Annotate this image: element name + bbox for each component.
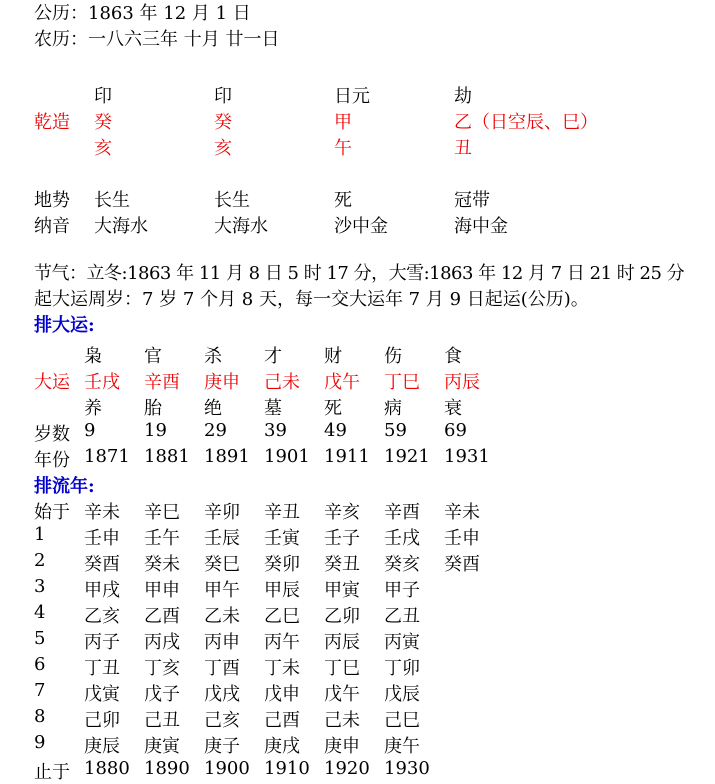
liunian-cell: 戊寅 xyxy=(84,684,120,705)
dayun-year: 1891 xyxy=(204,446,250,467)
liunian-cell: 甲申 xyxy=(144,580,180,601)
liunian-cell: 庚戌 xyxy=(264,736,300,757)
liunian-cell: 丁卯 xyxy=(384,658,420,679)
liunian-cell: 癸卯 xyxy=(264,554,300,575)
liunian-cell: 己亥 xyxy=(204,710,240,731)
liunian-cell: 乙巳 xyxy=(264,606,300,627)
dayun-year: 1911 xyxy=(324,446,370,467)
liunian-cell: 壬子 xyxy=(324,528,360,549)
liunian-cell: 辛酉 xyxy=(384,502,420,523)
liunian-cell: 壬申 xyxy=(84,528,120,549)
dayun-age: 29 xyxy=(204,420,227,441)
liunian-cell: 癸亥 xyxy=(384,554,420,575)
pillar-branch: 丑 xyxy=(454,138,472,159)
liunian-cell: 壬午 xyxy=(144,528,180,549)
dayun-state: 衰 xyxy=(444,398,462,419)
dayun-state: 死 xyxy=(324,398,342,419)
liunian-cell: 辛未 xyxy=(444,502,480,523)
dayun-age: 19 xyxy=(144,420,167,441)
liunian-cell: 丁酉 xyxy=(204,658,240,679)
liunian-cell: 甲辰 xyxy=(264,580,300,601)
liunian-cell: 1910 xyxy=(264,758,310,779)
liunian-cell: 乙卯 xyxy=(324,606,360,627)
dayun-age: 49 xyxy=(324,420,347,441)
liunian-cell: 癸未 xyxy=(144,554,180,575)
liunian-cell: 1930 xyxy=(384,758,430,779)
qiyun-line: 起大运周岁：7 岁 7 个月 8 天，每一交大运年 7 月 9 日起运(公历)。 xyxy=(34,289,589,310)
liunian-cell: 丁未 xyxy=(264,658,300,679)
dayun-state: 胎 xyxy=(144,398,162,419)
dishi-value: 长生 xyxy=(214,190,250,211)
liunian-cell: 丙午 xyxy=(264,632,300,653)
nayin-value: 大海水 xyxy=(214,216,268,237)
pillar-stem: 癸 xyxy=(214,112,232,133)
dayun-pillar: 戊午 xyxy=(324,372,360,393)
liunian-cell: 壬辰 xyxy=(204,528,240,549)
dayun-pillar: 丙辰 xyxy=(444,372,480,393)
liunian-cell: 戊戌 xyxy=(204,684,240,705)
liunian-cell: 1920 xyxy=(324,758,370,779)
dayun-year: 1931 xyxy=(444,446,490,467)
liunian-cell: 辛未 xyxy=(84,502,120,523)
dayun-year: 1871 xyxy=(84,446,130,467)
liunian-cell: 丁巳 xyxy=(324,658,360,679)
nayin-value: 大海水 xyxy=(94,216,148,237)
pillar-god: 印 xyxy=(214,86,232,107)
dayun-pillar: 辛酉 xyxy=(144,372,180,393)
liunian-row-label: 2 xyxy=(34,550,46,571)
liunian-cell: 1900 xyxy=(204,758,250,779)
liunian-cell: 戊辰 xyxy=(384,684,420,705)
dayun-god: 杀 xyxy=(204,346,222,367)
pillar-god: 印 xyxy=(94,86,112,107)
liunian-row-label: 1 xyxy=(34,524,46,545)
dayun-god: 伤 xyxy=(384,346,402,367)
dayun-age: 9 xyxy=(84,420,96,441)
liunian-cell: 癸酉 xyxy=(84,554,120,575)
liunian-row-label: 止于 xyxy=(34,762,70,783)
liunian-cell: 辛亥 xyxy=(324,502,360,523)
liunian-cell: 甲午 xyxy=(204,580,240,601)
liunian-row-label: 7 xyxy=(34,680,46,701)
pillar-god: 日元 xyxy=(334,86,370,107)
liunian-cell: 戊午 xyxy=(324,684,360,705)
dishi-label: 地势 xyxy=(34,190,70,211)
liunian-cell: 丙寅 xyxy=(384,632,420,653)
dayun-year: 1901 xyxy=(264,446,310,467)
nayin-label: 纳音 xyxy=(34,216,70,237)
dayun-age: 69 xyxy=(444,420,467,441)
liunian-row-label: 8 xyxy=(34,706,46,727)
liunian-cell: 丙辰 xyxy=(324,632,360,653)
liunian-cell: 癸丑 xyxy=(324,554,360,575)
dayun-state: 病 xyxy=(384,398,402,419)
dayun-pillar: 丁巳 xyxy=(384,372,420,393)
liunian-cell: 甲子 xyxy=(384,580,420,601)
liunian-cell: 庚寅 xyxy=(144,736,180,757)
liunian-cell: 丁丑 xyxy=(84,658,120,679)
liunian-cell: 己酉 xyxy=(264,710,300,731)
liunian-cell: 壬申 xyxy=(444,528,480,549)
dayun-pillar: 己未 xyxy=(264,372,300,393)
dayun-state: 养 xyxy=(84,398,102,419)
dayun-age: 59 xyxy=(384,420,407,441)
pillar-branch: 亥 xyxy=(214,138,232,159)
liunian-cell: 己未 xyxy=(324,710,360,731)
liunian-cell: 丁亥 xyxy=(144,658,180,679)
dishi-value: 长生 xyxy=(94,190,130,211)
dayun-heading: 排大运: xyxy=(34,315,95,336)
liunian-cell: 乙丑 xyxy=(384,606,420,627)
liunian-cell: 乙亥 xyxy=(84,606,120,627)
liunian-cell: 甲戌 xyxy=(84,580,120,601)
dayun-label: 大运 xyxy=(34,372,70,393)
liunian-cell: 庚申 xyxy=(324,736,360,757)
liunian-cell: 己卯 xyxy=(84,710,120,731)
liunian-row-label: 9 xyxy=(34,732,46,753)
liunian-cell: 辛丑 xyxy=(264,502,300,523)
pillar-branch: 午 xyxy=(334,138,352,159)
liunian-cell: 丙戌 xyxy=(144,632,180,653)
dayun-year: 1881 xyxy=(144,446,190,467)
liunian-cell: 辛卯 xyxy=(204,502,240,523)
dayun-god: 财 xyxy=(324,346,342,367)
liunian-cell: 戊子 xyxy=(144,684,180,705)
pillar-stem: 癸 xyxy=(94,112,112,133)
dishi-value: 死 xyxy=(334,190,352,211)
nayin-value: 海中金 xyxy=(454,216,508,237)
liunian-row-label: 3 xyxy=(34,576,46,597)
liunian-cell: 壬戌 xyxy=(384,528,420,549)
liunian-cell: 庚午 xyxy=(384,736,420,757)
dayun-state: 墓 xyxy=(264,398,282,419)
dayun-pillar: 庚申 xyxy=(204,372,240,393)
dayun-god: 官 xyxy=(144,346,162,367)
dayun-pillar: 壬戌 xyxy=(84,372,120,393)
liunian-cell: 丙申 xyxy=(204,632,240,653)
dayun-god: 枭 xyxy=(84,346,102,367)
lunar-date: 农历：一八六三年 十月 廿一日 xyxy=(34,29,280,50)
liunian-heading: 排流年: xyxy=(34,476,95,497)
liunian-cell: 庚辰 xyxy=(84,736,120,757)
liunian-cell: 己巳 xyxy=(384,710,420,731)
liunian-cell: 辛巳 xyxy=(144,502,180,523)
liunian-cell: 乙酉 xyxy=(144,606,180,627)
liunian-cell: 癸巳 xyxy=(204,554,240,575)
liunian-cell: 己丑 xyxy=(144,710,180,731)
liunian-row-label: 4 xyxy=(34,602,46,623)
liunian-cell: 壬寅 xyxy=(264,528,300,549)
qianzao-label: 乾造 xyxy=(34,112,70,133)
dayun-state: 绝 xyxy=(204,398,222,419)
dayun-god: 食 xyxy=(444,346,462,367)
liunian-cell: 癸酉 xyxy=(444,554,480,575)
pillar-stem: 甲 xyxy=(334,112,352,133)
liunian-row-label: 6 xyxy=(34,654,46,675)
dayun-age: 39 xyxy=(264,420,287,441)
dishi-value: 冠带 xyxy=(454,190,490,211)
liunian-cell: 甲寅 xyxy=(324,580,360,601)
liunian-cell: 1880 xyxy=(84,758,130,779)
pillar-branch: 亥 xyxy=(94,138,112,159)
liunian-cell: 戊申 xyxy=(264,684,300,705)
nayin-value: 沙中金 xyxy=(334,216,388,237)
liunian-row-label: 5 xyxy=(34,628,46,649)
liunian-row-label: 始于 xyxy=(34,502,70,523)
dayun-god: 才 xyxy=(264,346,282,367)
liunian-cell: 丙子 xyxy=(84,632,120,653)
pillar-god: 劫 xyxy=(454,86,472,107)
dayun-year: 1921 xyxy=(384,446,430,467)
pillar-stem: 乙（日空辰、巳） xyxy=(454,112,598,133)
year-label: 年份 xyxy=(34,450,70,471)
liunian-cell: 1890 xyxy=(144,758,190,779)
jieqi-line: 节气：立冬:1863 年 11 月 8 日 5 时 17 分，大雪:1863 年 12 月 7 日 21 时 25 分 xyxy=(34,263,685,284)
age-label: 岁数 xyxy=(34,424,70,445)
liunian-cell: 庚子 xyxy=(204,736,240,757)
solar-date: 公历：1863 年 12 月 1 日 xyxy=(34,3,251,24)
liunian-cell: 乙未 xyxy=(204,606,240,627)
